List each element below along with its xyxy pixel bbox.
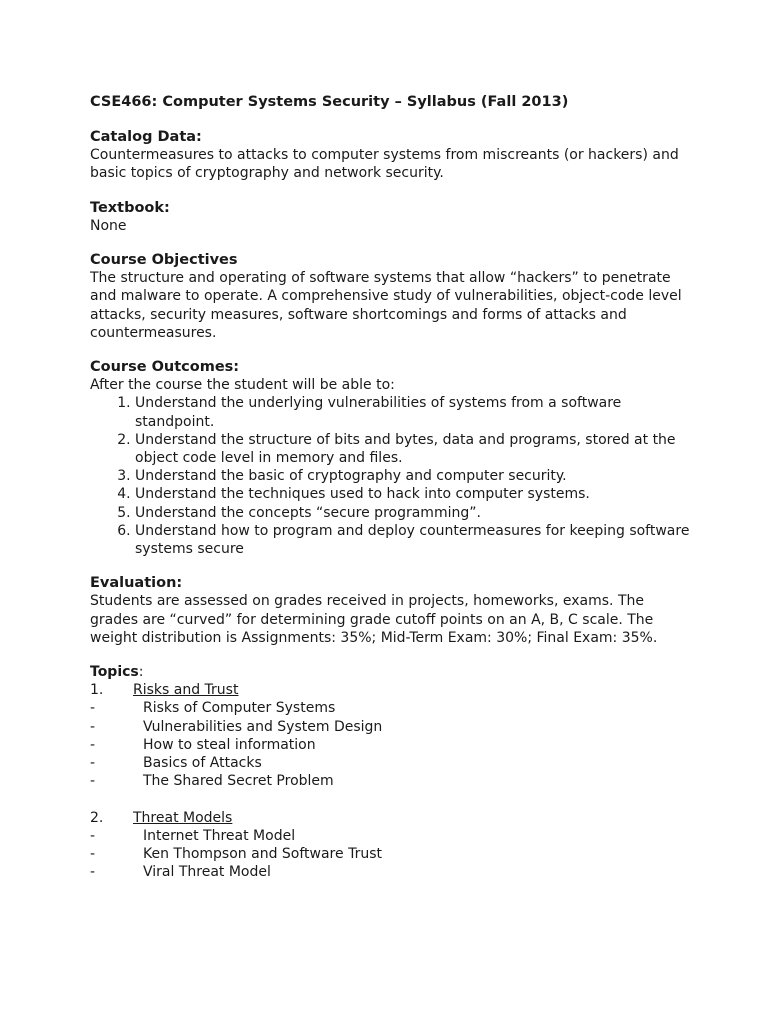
topic-number: 2. xyxy=(90,809,104,826)
dash-bullet: - xyxy=(90,755,96,772)
dash-bullet: - xyxy=(90,773,96,790)
topic-header xyxy=(90,809,690,827)
topic-subitem-text: Vulnerabilities and System Design xyxy=(143,718,383,735)
outcome-item: 5. Understand the concepts “secure programming”. xyxy=(135,504,690,522)
topic-subitem-text: Internet Threat Model xyxy=(143,827,296,844)
outcomes-intro: After the course the student will be able to: xyxy=(90,377,395,394)
topics-heading-colon: : xyxy=(138,664,144,681)
dash-bullet: - xyxy=(90,845,96,862)
topic-subitem-text: The Shared Secret Problem xyxy=(143,773,334,790)
textbook-section xyxy=(90,199,690,235)
topic-subitem xyxy=(90,699,690,717)
dash-bullet: - xyxy=(90,736,96,753)
topic-subitem xyxy=(90,754,690,772)
outcome-item: 3. Understand the basic of cryptography and computer security. xyxy=(135,467,690,485)
dash-bullet: - xyxy=(90,864,96,881)
outcome-item: 1. Understand the underlying vulnerabilities of systems from a software standpoint. xyxy=(135,394,690,430)
topics-heading: Topics xyxy=(90,664,139,681)
objectives-section xyxy=(90,251,690,342)
topic-subitem-text: How to steal information xyxy=(143,736,316,753)
topic-title: Threat Models xyxy=(133,809,233,826)
outcome-item: 4. Understand the techniques used to hack into computer systems. xyxy=(135,485,690,503)
topic-number: 1. xyxy=(90,682,104,699)
syllabus-page xyxy=(90,92,690,881)
topic-subitem xyxy=(90,845,690,863)
catalog-section xyxy=(90,128,690,183)
outcome-item: 6. Understand how to program and deploy countermeasures for keeping software systems secure xyxy=(135,522,690,558)
document-title: CSE466: Computer Systems Security – Syllabus (Fall 2013) xyxy=(90,94,569,110)
topic-block xyxy=(90,809,690,882)
topics-heading-line xyxy=(90,663,690,681)
topic-title: Risks and Trust xyxy=(133,682,239,699)
topic-subitem-text: Risks of Computer Systems xyxy=(143,700,336,717)
topic-subitem xyxy=(90,772,690,790)
dash-bullet: - xyxy=(90,700,96,717)
topic-subitem-text: Viral Threat Model xyxy=(143,864,271,881)
topic-subitem xyxy=(90,827,690,845)
catalog-heading: Catalog Data: xyxy=(90,129,202,145)
objectives-heading: Course Objectives xyxy=(90,252,238,269)
topic-subitem xyxy=(90,863,690,881)
evaluation-heading: Evaluation: xyxy=(90,575,183,592)
outcomes-list xyxy=(90,394,690,558)
topic-subitem-text: Basics of Attacks xyxy=(143,755,262,772)
topic-block xyxy=(90,681,690,790)
outcomes-heading: Course Outcomes: xyxy=(90,359,240,376)
catalog-text: Countermeasures to attacks to computer systems from miscreants (or hackers) and basic topics of cryptography and network security. xyxy=(90,147,679,182)
objectives-text: The structure and operating of software systems that allow “hackers” to penetrate and malware to operate. A comprehensive study of vulnerabilities, object-code level attacks, security measures, software shortcomings and forms of attacks and countermeasures. xyxy=(90,270,682,341)
topic-subitem xyxy=(90,736,690,754)
topics-section xyxy=(90,663,690,881)
textbook-text: None xyxy=(90,217,127,234)
topic-subitem-text: Ken Thompson and Software Trust xyxy=(143,845,382,862)
evaluation-text: Students are assessed on grades received in projects, homeworks, exams. The grades are “curved” for determining grade cutoff points on an A, B, C scale. The weight distribution is Assignments: 35%; Mid-Term Exam: 30%; Final Exam: 35%. xyxy=(90,593,658,646)
textbook-heading: Textbook: xyxy=(90,199,170,216)
outcome-item: 2. Understand the structure of bits and bytes, data and programs, stored at the object code level in memory and files. xyxy=(135,431,690,467)
topic-subitem xyxy=(90,718,690,736)
dash-bullet: - xyxy=(90,718,96,735)
topic-header xyxy=(90,681,690,699)
evaluation-section xyxy=(90,574,690,647)
outcomes-section xyxy=(90,358,690,558)
dash-bullet: - xyxy=(90,827,96,844)
